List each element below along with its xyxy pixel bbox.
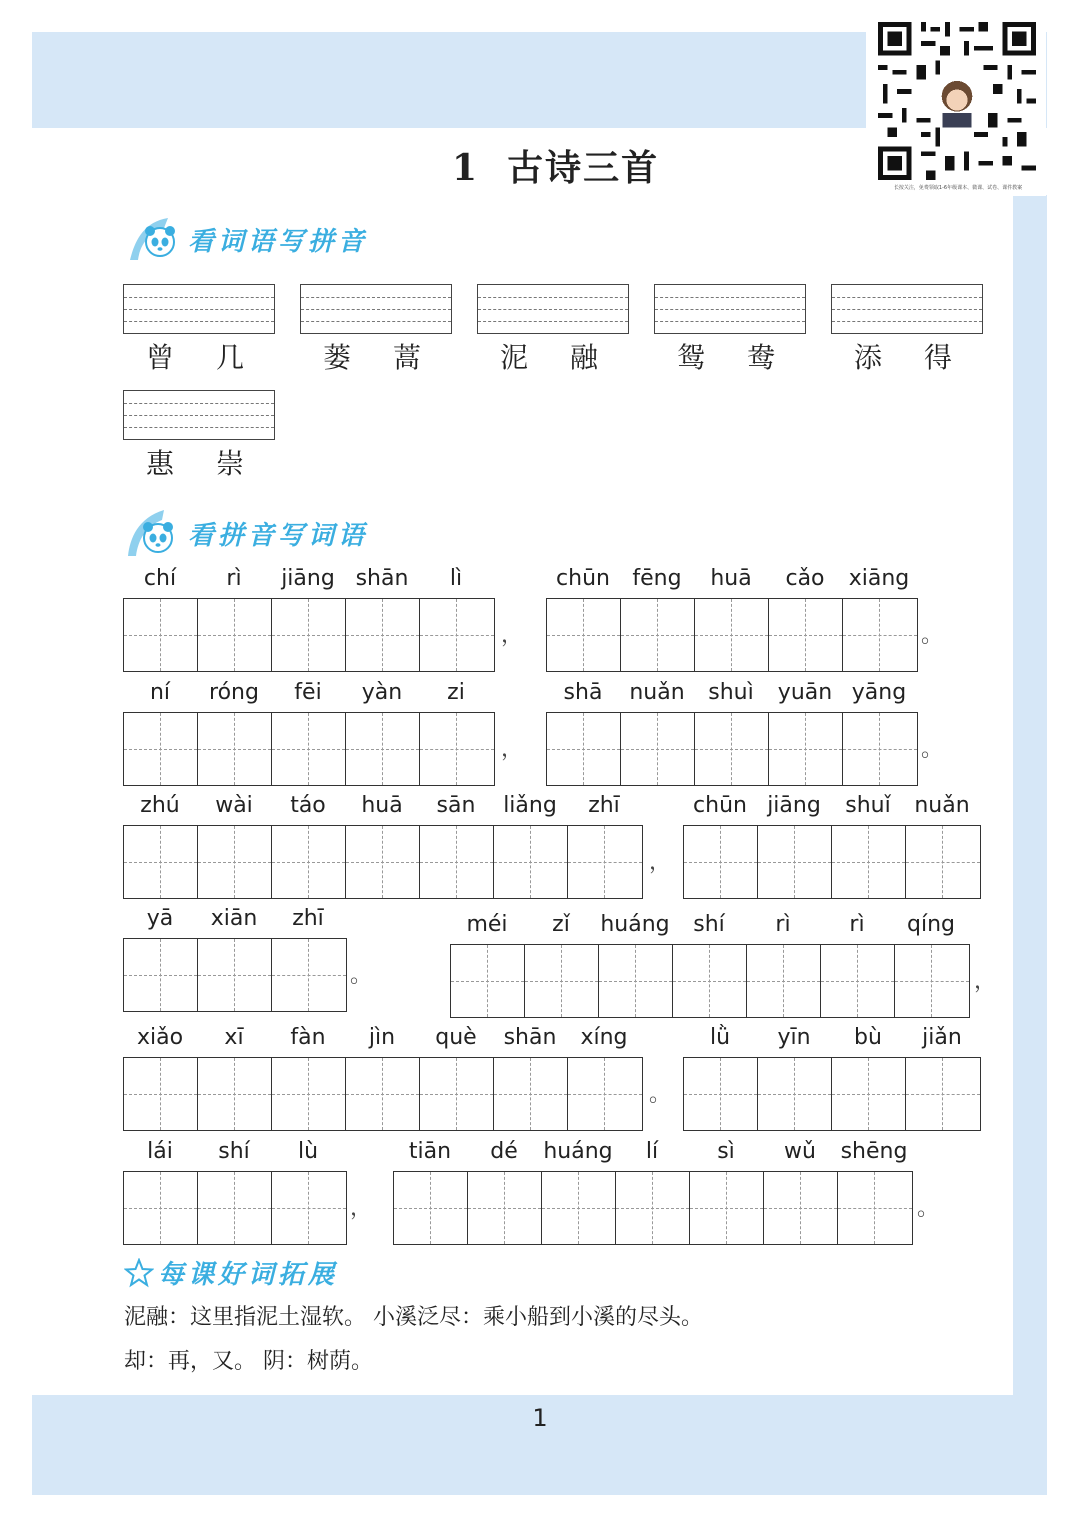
grid-cell[interactable] (272, 826, 346, 898)
pinyin-syllable: wài (215, 793, 253, 818)
character-writing-grid[interactable] (450, 944, 970, 1018)
grid-cell[interactable] (394, 1172, 468, 1244)
grid-cell[interactable] (198, 1058, 272, 1130)
grid-cell[interactable] (124, 599, 198, 671)
punctuation-mark: ， (649, 850, 672, 875)
pinyin-syllable: xiāng (848, 566, 910, 591)
grid-cell[interactable] (568, 826, 642, 898)
pinyin-syllable: chí (143, 566, 177, 591)
pinyin-syllable: dé (490, 1139, 518, 1164)
grid-cell[interactable] (346, 599, 420, 671)
pinyin-syllable: nuǎn (914, 793, 970, 818)
grid-cell[interactable] (346, 713, 420, 785)
grid-cell[interactable] (568, 1058, 642, 1130)
lesson-number: 1 (452, 147, 480, 189)
word-character: 几 (215, 341, 244, 374)
grid-cell[interactable] (198, 599, 272, 671)
character-writing-grid[interactable] (546, 712, 918, 786)
grid-cell[interactable] (821, 945, 895, 1017)
grid-cell[interactable] (494, 1058, 568, 1130)
section-heading-text: 看词语写拼音 (188, 226, 369, 257)
pinyin-syllable: nuǎn (629, 680, 685, 705)
page-title (452, 140, 659, 191)
grid-cell[interactable] (769, 713, 843, 785)
pinyin-syllable: xiān (210, 906, 258, 931)
pinyin-syllable: chūn (556, 566, 610, 591)
grid-cell[interactable] (494, 826, 568, 898)
pinyin-syllable: shān (503, 1025, 557, 1050)
grid-cell[interactable] (673, 945, 747, 1017)
pinyin-syllable: yuān (777, 680, 833, 705)
pinyin-syllable: shuǐ (845, 793, 891, 818)
word-character: 崇 (215, 447, 244, 480)
pinyin-syllable: sì (717, 1139, 735, 1164)
grid-cell[interactable] (420, 599, 494, 671)
word-label (125, 442, 265, 482)
grid-cell[interactable] (616, 1172, 690, 1244)
lesson-title: 古诗三首 (507, 147, 660, 189)
pinyin-syllable: fēi (294, 680, 322, 705)
pinyin-syllable: wǔ (784, 1139, 816, 1164)
grid-cell[interactable] (420, 826, 494, 898)
pinyin-syllable: fàn (290, 1025, 326, 1050)
grid-cell[interactable] (272, 713, 346, 785)
pinyin-syllable: zhú (140, 793, 180, 818)
character-writing-grid[interactable] (683, 1057, 981, 1131)
word-label (833, 336, 973, 376)
word-character: 蒌 (322, 341, 351, 374)
grid-cell[interactable] (198, 939, 272, 1011)
pinyin-syllable: zhī (292, 906, 324, 931)
punctuation-mark: 。 (350, 963, 373, 988)
pinyin-syllable: shā (563, 680, 603, 705)
grid-cell[interactable] (758, 826, 832, 898)
grid-cell[interactable] (547, 599, 621, 671)
character-writing-grid[interactable] (123, 1057, 643, 1131)
star-icon (124, 1258, 154, 1288)
pinyin-answer-box[interactable] (123, 284, 275, 334)
pinyin-syllable: shuì (708, 680, 754, 705)
pinyin-syllable: bù (854, 1025, 882, 1050)
pinyin-syllable: shí (693, 912, 725, 937)
pinyin-syllable: lái (147, 1139, 173, 1164)
pinyin-syllable: zhī (588, 793, 620, 818)
word-character: 鸯 (746, 341, 775, 374)
grid-cell[interactable] (542, 1172, 616, 1244)
pinyin-syllable: shí (218, 1139, 250, 1164)
pinyin-syllable: yā (146, 906, 174, 931)
grid-cell[interactable] (272, 1172, 346, 1244)
pinyin-answer-box[interactable] (831, 284, 983, 334)
pinyin-syllable: cǎo (785, 566, 825, 591)
grid-cell[interactable] (843, 713, 917, 785)
grid-cell[interactable] (690, 1172, 764, 1244)
grid-cell[interactable] (124, 939, 198, 1011)
grid-cell[interactable] (420, 713, 494, 785)
character-writing-grid[interactable] (123, 938, 347, 1012)
side-band (1013, 195, 1047, 1400)
qr-code-block (866, 18, 1046, 196)
grid-cell[interactable] (547, 713, 621, 785)
pinyin-syllable: róng (209, 680, 259, 705)
grid-cell[interactable] (599, 945, 673, 1017)
section-heading-text: 看拼音写词语 (188, 520, 369, 551)
character-writing-grid[interactable] (123, 825, 643, 899)
section-heading-1 (124, 212, 368, 266)
qr-code-icon (878, 22, 1036, 180)
qr-caption: 长按关注，免费领取1-6年级课本、微课、试卷、课件教案 (893, 185, 1023, 191)
character-writing-grid[interactable] (393, 1171, 913, 1245)
grid-cell[interactable] (198, 1172, 272, 1244)
pinyin-answer-box[interactable] (123, 390, 275, 440)
pinyin-syllable: lì (449, 566, 463, 591)
punctuation-mark: 。 (921, 737, 944, 762)
character-writing-grid[interactable] (123, 712, 495, 786)
grid-cell[interactable] (525, 945, 599, 1017)
word-character: 曾 (145, 341, 174, 374)
section-heading-3 (124, 1254, 338, 1291)
pinyin-syllable: liǎng (503, 793, 557, 818)
pinyin-syllable: rì (849, 912, 865, 937)
grid-cell[interactable] (769, 599, 843, 671)
pinyin-syllable: què (435, 1025, 477, 1050)
character-writing-grid[interactable] (123, 598, 495, 672)
pinyin-answer-box[interactable] (654, 284, 806, 334)
grid-cell[interactable] (758, 1058, 832, 1130)
punctuation-mark: 。 (649, 1082, 672, 1107)
pinyin-syllable: shān (355, 566, 409, 591)
grid-cell[interactable] (346, 1058, 420, 1130)
pinyin-syllable: sān (436, 793, 476, 818)
punctuation-mark: ， (501, 623, 524, 648)
grid-cell[interactable] (272, 599, 346, 671)
grid-cell[interactable] (124, 713, 198, 785)
grid-cell[interactable] (906, 1058, 980, 1130)
grid-cell[interactable] (124, 1172, 198, 1244)
grid-cell[interactable] (695, 713, 769, 785)
pinyin-syllable: zǐ (552, 912, 570, 937)
word-character: 泥 (499, 341, 528, 374)
punctuation-mark: ， (974, 969, 997, 994)
grid-cell[interactable] (420, 1058, 494, 1130)
grid-cell[interactable] (124, 1058, 198, 1130)
punctuation-mark: 。 (917, 1196, 940, 1221)
grid-cell[interactable] (838, 1172, 912, 1244)
pinyin-syllable: xíng (580, 1025, 628, 1050)
grid-cell[interactable] (124, 826, 198, 898)
pinyin-syllable: lí (645, 1139, 659, 1164)
pinyin-syllable: qíng (907, 912, 955, 937)
pinyin-syllable: rì (775, 912, 791, 937)
word-character: 惠 (145, 447, 174, 480)
character-writing-grid[interactable] (546, 598, 918, 672)
grid-cell[interactable] (832, 1058, 906, 1130)
pinyin-syllable: lù (297, 1139, 319, 1164)
grid-cell[interactable] (272, 939, 346, 1011)
pinyin-syllable: ní (149, 680, 171, 705)
pinyin-syllable: yāng (851, 680, 907, 705)
panda-icon (124, 508, 182, 558)
grid-cell[interactable] (621, 599, 695, 671)
character-writing-grid[interactable] (683, 825, 981, 899)
pinyin-syllable: táo (290, 793, 326, 818)
pinyin-syllable: tiān (408, 1139, 452, 1164)
word-label (125, 336, 265, 376)
grid-cell[interactable] (468, 1172, 542, 1244)
pinyin-syllable: xiǎo (136, 1025, 184, 1050)
grid-cell[interactable] (346, 826, 420, 898)
grid-cell[interactable] (695, 599, 769, 671)
grid-cell[interactable] (198, 826, 272, 898)
word-character: 蒿 (392, 341, 421, 374)
pinyin-syllable: lǜ (709, 1025, 731, 1050)
grid-cell[interactable] (764, 1172, 838, 1244)
pinyin-syllable: zi (447, 680, 465, 705)
pinyin-syllable: rì (226, 566, 242, 591)
punctuation-mark: ， (501, 737, 524, 762)
word-label (479, 336, 619, 376)
grid-cell[interactable] (906, 826, 980, 898)
grid-cell[interactable] (198, 713, 272, 785)
pinyin-syllable: fēng (632, 566, 682, 591)
word-character: 融 (569, 341, 598, 374)
pinyin-syllable: jiāng (281, 566, 335, 591)
word-label (656, 336, 796, 376)
word-character: 得 (923, 341, 952, 374)
word-character: 添 (853, 341, 882, 374)
grid-cell[interactable] (843, 599, 917, 671)
section-heading-2 (124, 506, 368, 560)
pinyin-syllable: huáng (600, 912, 670, 937)
pinyin-syllable: jiǎn (922, 1025, 962, 1050)
pinyin-syllable: jiāng (767, 793, 821, 818)
grid-cell[interactable] (832, 826, 906, 898)
word-character: 鸳 (676, 341, 705, 374)
grid-cell[interactable] (684, 1058, 758, 1130)
character-writing-grid[interactable] (123, 1171, 347, 1245)
word-label (302, 336, 442, 376)
pinyin-syllable: shēng (840, 1139, 908, 1164)
pinyin-syllable: huáng (543, 1139, 613, 1164)
punctuation-mark: 。 (921, 623, 944, 648)
pinyin-answer-box[interactable] (300, 284, 452, 334)
pinyin-syllable: jìn (368, 1025, 396, 1050)
pinyin-answer-box[interactable] (477, 284, 629, 334)
panda-icon (124, 214, 182, 264)
pinyin-syllable: yàn (361, 680, 403, 705)
pinyin-syllable: yīn (777, 1025, 811, 1050)
grid-cell[interactable] (895, 945, 969, 1017)
grid-cell[interactable] (621, 713, 695, 785)
page-number: 1 (532, 1404, 548, 1432)
grid-cell[interactable] (747, 945, 821, 1017)
grid-cell[interactable] (272, 1058, 346, 1130)
extension-line-2: 却：再，又。 阴：树荫。 (124, 1349, 373, 1374)
pinyin-syllable: méi (466, 912, 508, 937)
grid-cell[interactable] (684, 826, 758, 898)
extension-line-1: 泥融：这里指泥土湿软。 小溪泛尽：乘小船到小溪的尽头。 (124, 1305, 703, 1330)
pinyin-syllable: chūn (693, 793, 747, 818)
punctuation-mark: ， (350, 1196, 373, 1221)
grid-cell[interactable] (451, 945, 525, 1017)
pinyin-syllable: huā (710, 566, 752, 591)
section-heading-text: 每课好词拓展 (158, 1260, 339, 1290)
pinyin-syllable: huā (361, 793, 403, 818)
pinyin-syllable: xī (224, 1025, 244, 1050)
